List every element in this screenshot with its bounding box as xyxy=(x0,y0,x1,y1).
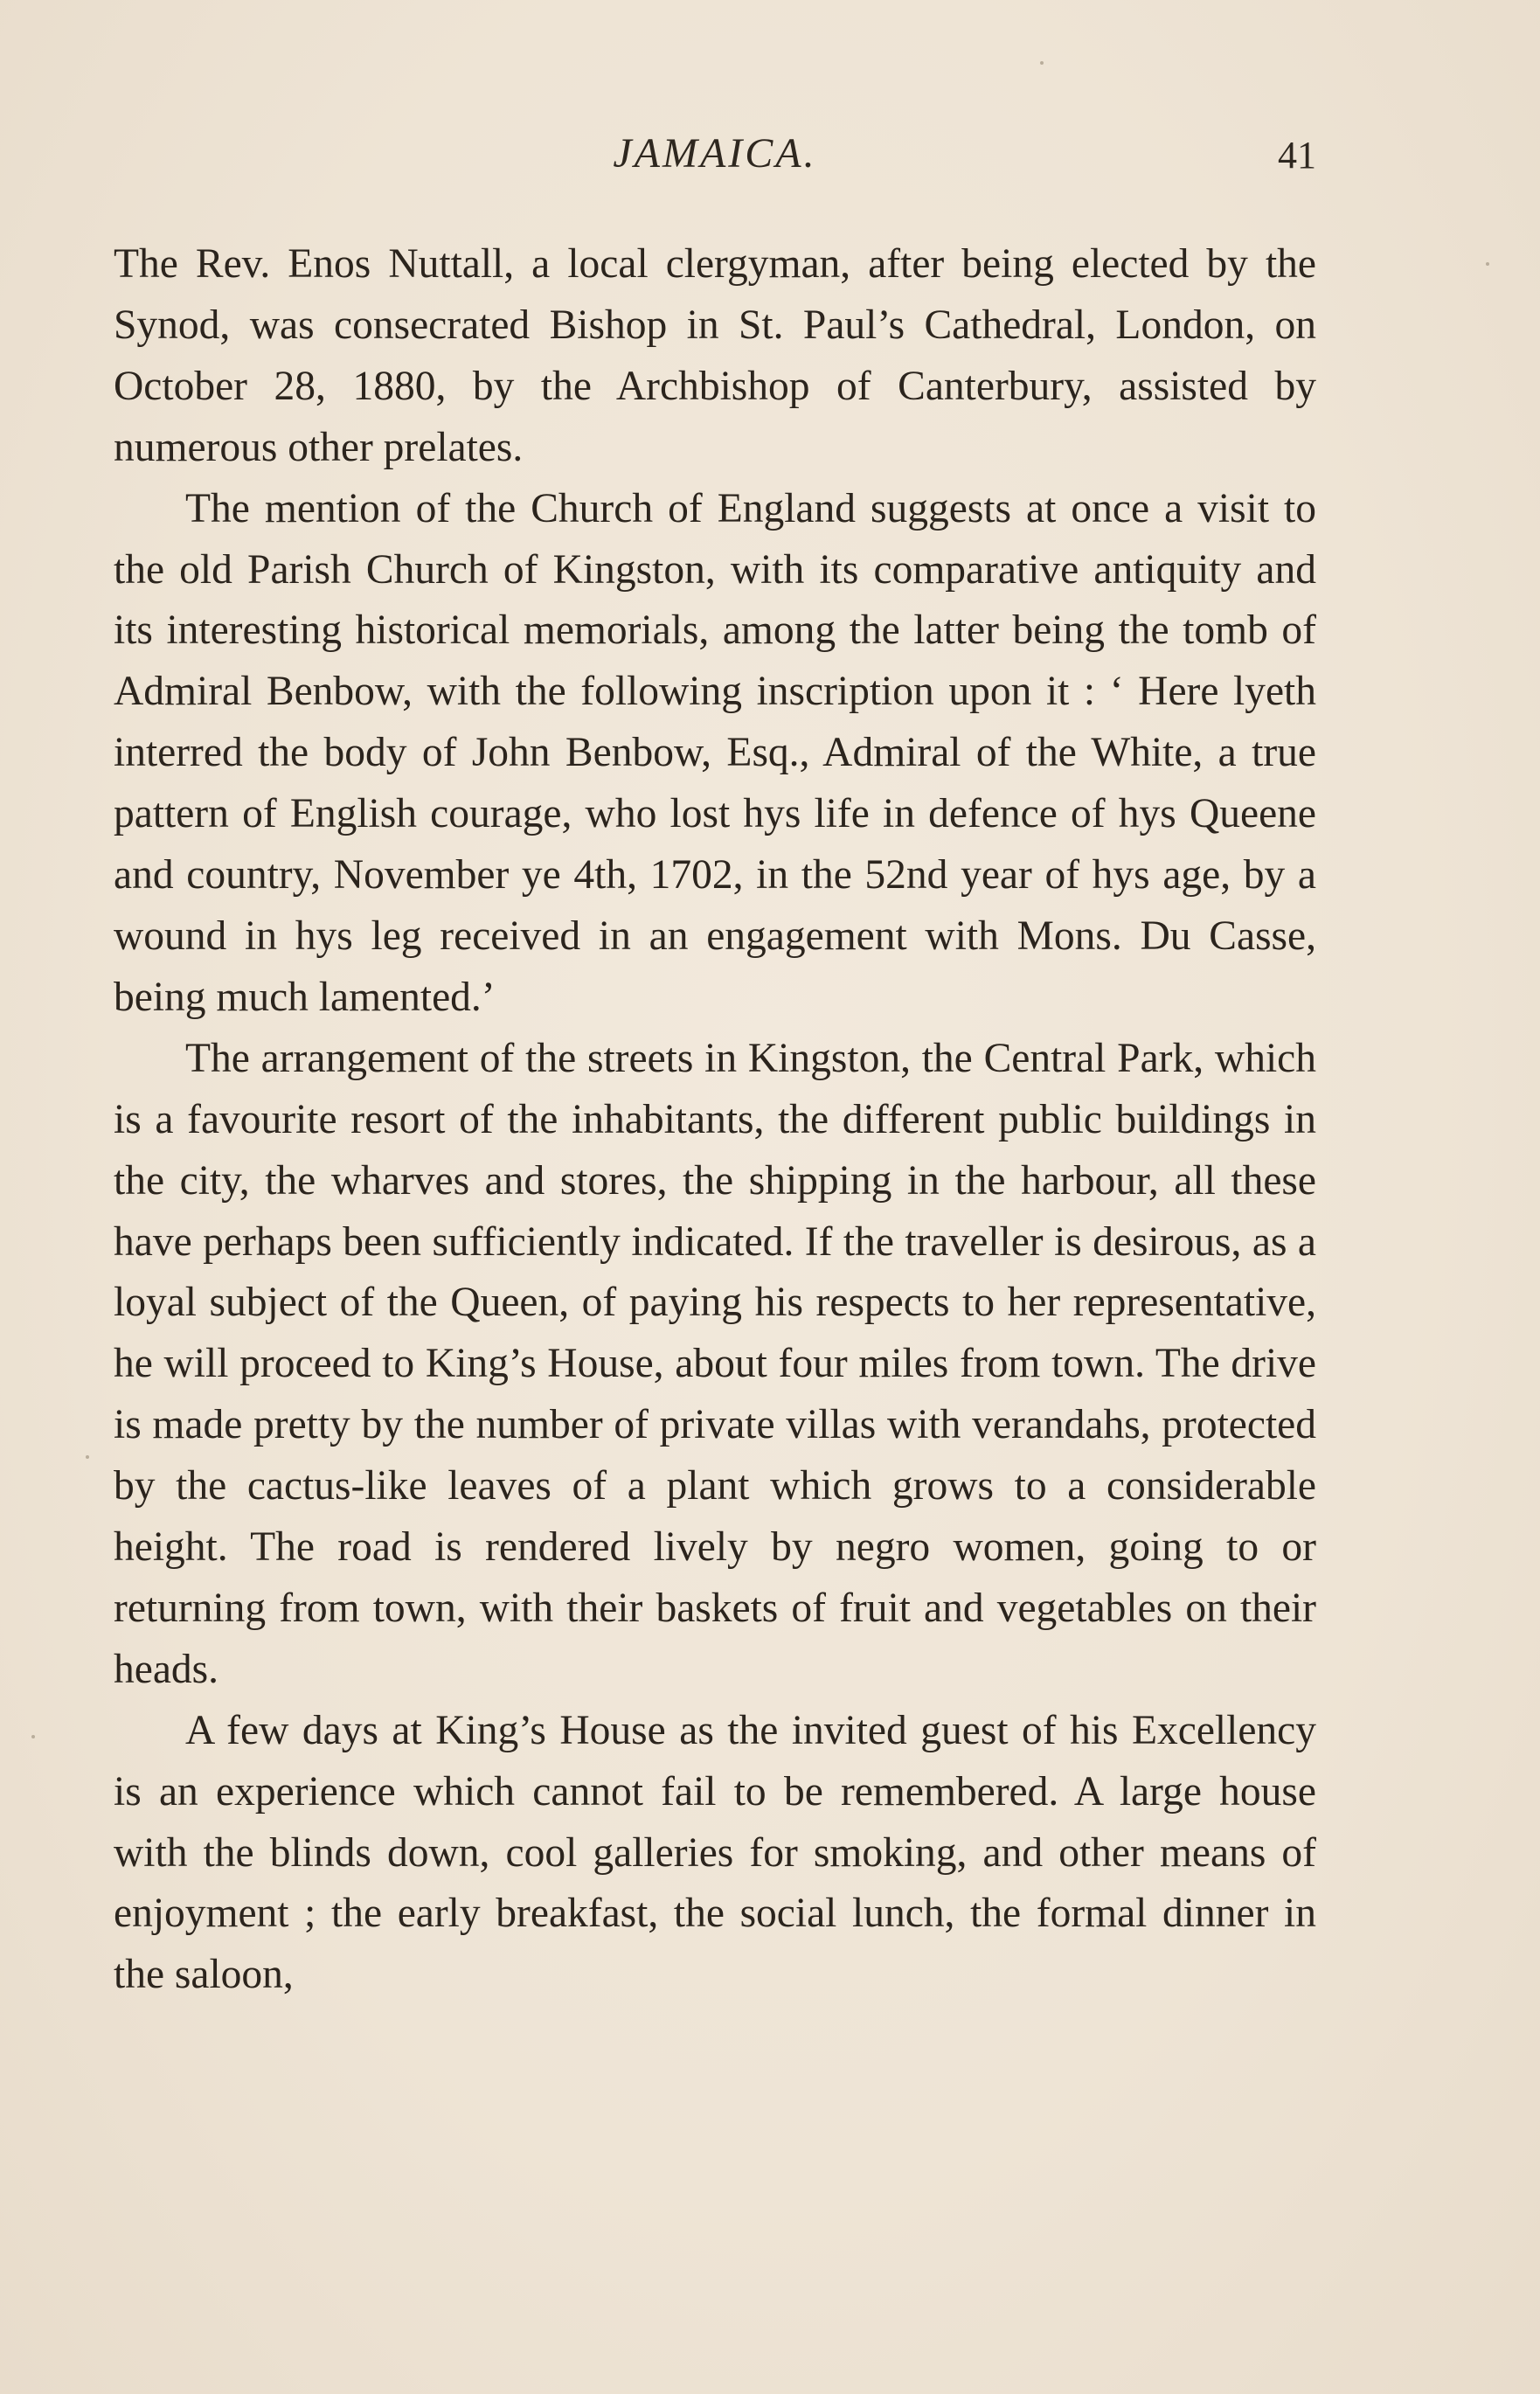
running-title: JAMAICA. xyxy=(613,130,817,177)
page-number: 41 xyxy=(1278,134,1316,177)
paragraph-1: The Rev. Enos Nuttall, a local clergyman, after being elected by the Synod, was consecrated Bishop in St. Paul’s Cathedral, London, on October 28, 1880, by the Archbishop of Canterbury, assisted by numerous other prelates. xyxy=(114,241,1316,470)
paragraph-4: A few days at King’s House as the invited guest of his Excellency is an experience which cannot fail to be remembered. A large house with the blinds down, cool galleries for smoking, and other means of enjoyment ; the early breakfast, the social lunch, the formal dinner in the saloon, xyxy=(114,1707,1316,1998)
body-text xyxy=(114,234,1316,2006)
running-head xyxy=(114,129,1316,191)
paragraph-2: The mention of the Church of England suggests at once a visit to the old Parish Church of Kingston, with its comparative antiquity and its interesting historical memorials, among the latter being the tomb of Admiral Benbow, with the following inscription upon it : ‘ Here lyeth interred the body of John Benbow, Esq., Admiral of the White, a true pattern of English courage, who lost hys life in defence of hys Queene and country, November ye 4th, 1702, in the 52nd year of hys age, by a wound in hys leg received in an engagement with Mons. Du Casse, being much lamented.’ xyxy=(114,485,1316,1020)
paper-speck xyxy=(31,1735,35,1738)
paper-speck xyxy=(1486,262,1489,266)
paragraph-3: The arrangement of the streets in Kingston, the Central Park, which is a favourite resort of the inhabitants, the different public buildings in the city, the wharves and stores, the shipping in the harbour, all these have perhaps been sufficiently indicated. If the traveller is desirous, as a loyal subject of the Queen, of paying his respects to her representative, he will proceed to King’s House, about four miles from town. The drive is made pretty by the number of private villas with verandahs, protected by the cactus-like leaves of a plant which grows to a considerable height. The road is rendered lively by negro women, going to or returning from town, with their baskets of fruit and vegetables on their heads. xyxy=(114,1035,1316,1692)
paper-speck xyxy=(86,1455,89,1459)
paper-speck xyxy=(1040,61,1044,65)
